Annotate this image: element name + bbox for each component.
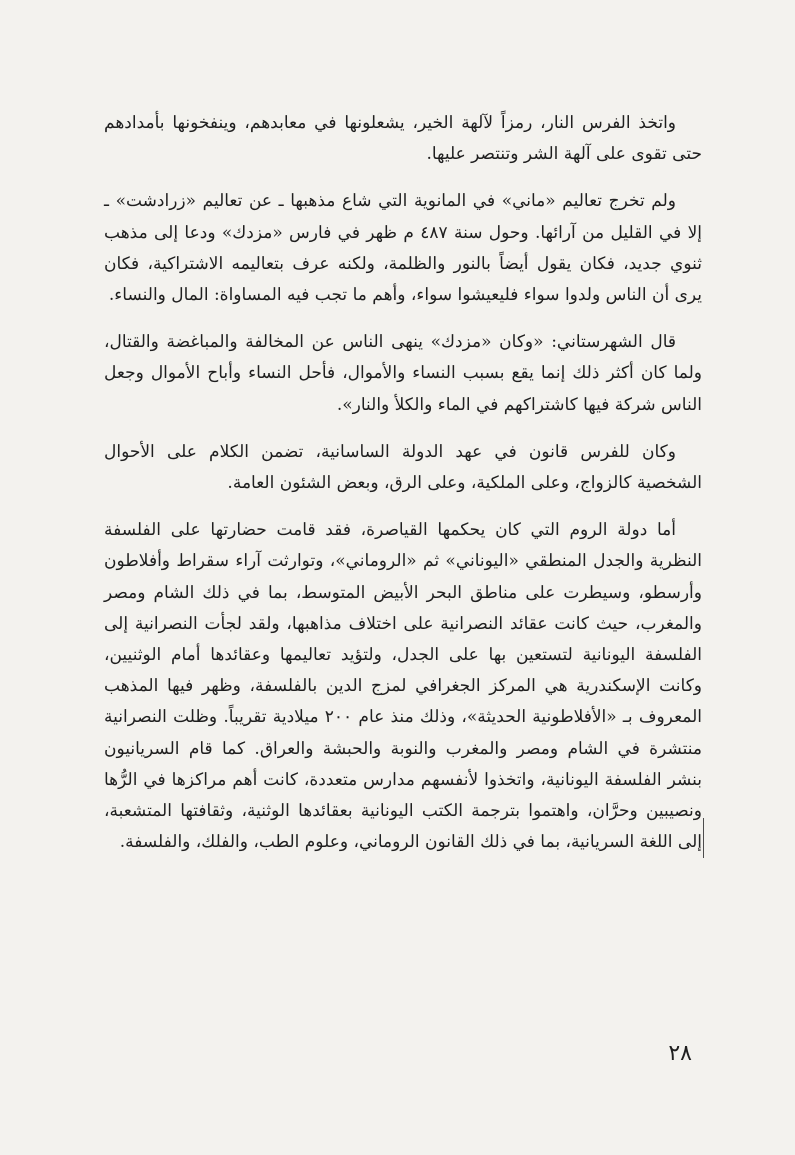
margin-mark — [703, 818, 704, 858]
paragraph-roman-state: أما دولة الروم التي كان يحكمها القياصرة، فقد قامت حضارتها على الفلسفة النظرية والجدل المنطقي «اليوناني» ثم «الروماني»، وتوارثت آراء سقراط وأفلاطون وأرسطو، وسيطرت على مناطق البحر الأبيض المتوسط، بما في ذلك الشام ومصر والمغرب، حيث كانت عقائد النصرانية على اختلاف مذاهبها، ولقد لجأت النصرانية إلى الفلسفة اليونانية لتستعين بها على الجدل، ولتؤيد تعاليمها وعقائدها أمام الوثنيين، وكانت الإسكندرية هي المركز الجغرافي لمزج الدين بالفلسفة، وظهر فيها المذهب المعروف بـ «الأفلاطونية الحديثة»، وذلك منذ عام ٢٠٠ ميلادية تقريباً. وظلت النصرانية منتشرة في الشام ومصر والمغرب والنوبة والحبشة والعراق. كما قام السريانيون بنشر الفلسفة اليونانية، واتخذوا لأنفسهم مدارس متعددة، كانت أهم مراكزها في الرُّها ونصيبين وحرَّان، واهتموا بترجمة الكتب اليونانية بعقائدها الوثنية، وثقافتها المتشعبة، إلى اللغة السريانية، بما في ذلك القانون الروماني، وعلوم الطب، والفلك، والفلسفة. — [104, 520, 702, 853]
page-number: ٢٨ — [668, 1041, 692, 1066]
page-body — [104, 108, 702, 874]
paragraph-shahrastani-quote: قال الشهرستاني: «وكان «مزدك» ينهى الناس عن المخالفة والمباغضة والقتال، ولما كان أكثر ذلك إنما يقع بسبب النساء والأموال، فأحل النساء وأباح الأموال وجعل الناس شركة فيها كاشتراكهم في الماء والكلأ والنار». — [104, 332, 702, 415]
paragraph-fire-symbolism: واتخذ الفرس النار، رمزاً لآلهة الخير، يشعلونها في معابدهم، وينفخونها بأمدادهم حتى تقوى على آلهة الشر وتنتصر عليها. — [104, 113, 702, 165]
paragraph-sasanian-law: وكان للفرس قانون في عهد الدولة الساسانية، تضمن الكلام على الأحوال الشخصية كالزواج، وعلى الملكية، وعلى الرق، وبعض الشئون العامة. — [104, 441, 702, 494]
paragraph-mani-mazdak: ولم تخرج تعاليم «ماني» في المانوية التي شاع مذهبها ـ عن تعاليم «زرادشت» ـ إلا في القليل من آرائها. وحول سنة ٤٨٧ م ظهر في فارس «مزدك» ودعا إلى مذهب ثنوي جديد، فكان يقول أيضاً بالنور والظلمة، ولكنه عرف بتعاليمه الاشتراكية، فكان يرى أن الناس ولدوا سواء فليعيشوا سواء، وأهم ما تجب فيه المساواة: المال والنساء. — [104, 191, 702, 306]
